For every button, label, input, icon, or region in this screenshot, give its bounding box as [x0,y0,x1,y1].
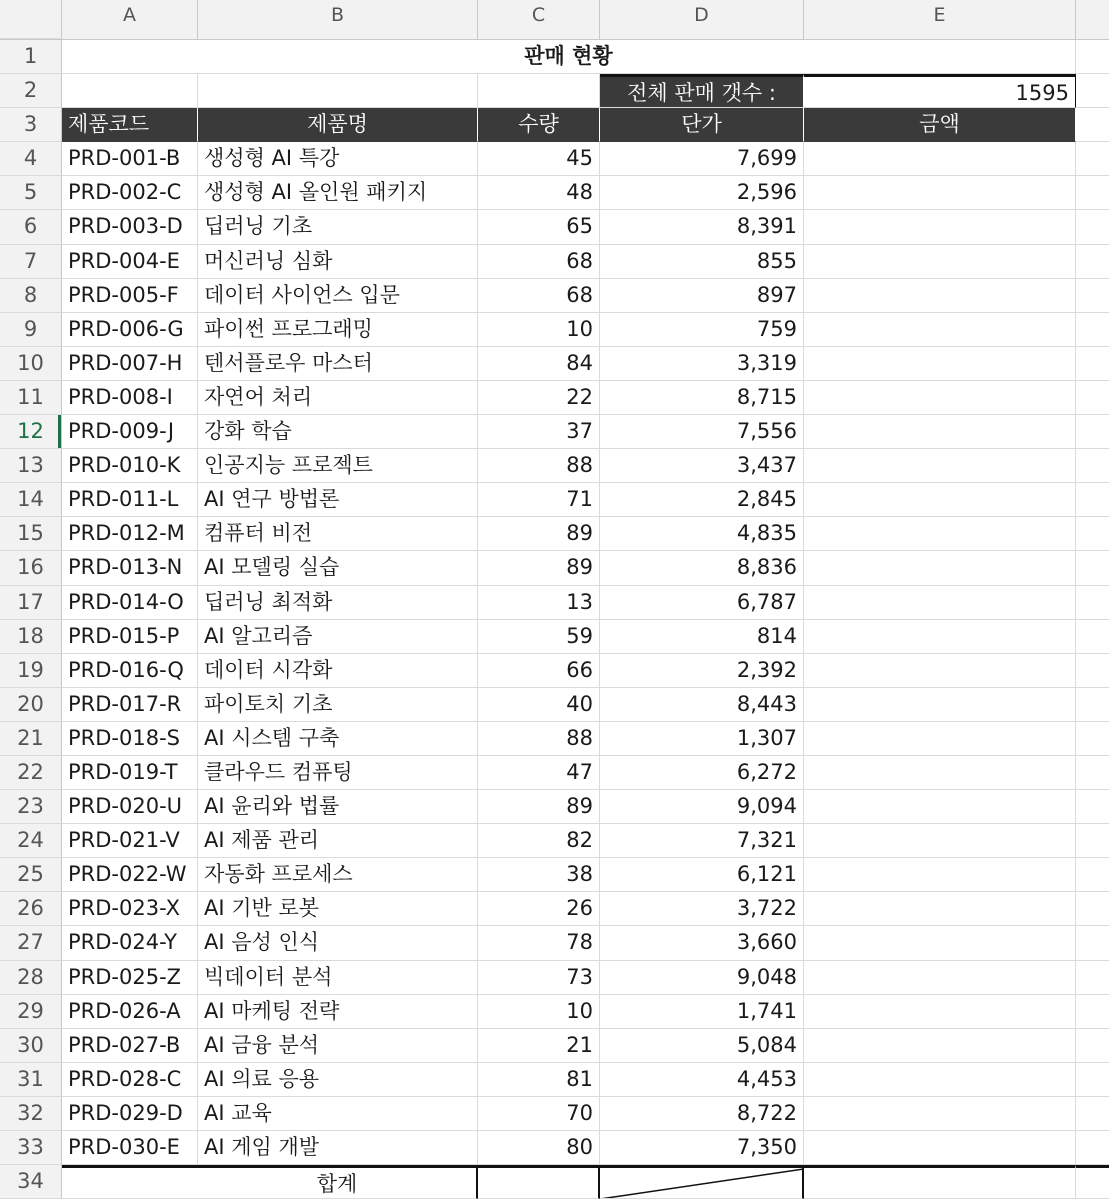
amount-cell[interactable] [804,688,1076,722]
unit-price-cell[interactable]: 8,715 [600,381,804,415]
row-header[interactable]: 10 [0,347,62,381]
product-code-cell[interactable]: PRD-025-Z [62,961,198,995]
select-all-corner[interactable] [0,0,62,39]
product-code-cell[interactable]: PRD-029-D [62,1097,198,1131]
product-name-cell[interactable]: AI 마케팅 전략 [198,995,478,1029]
blank-cell[interactable] [1076,995,1109,1029]
table-row [0,1131,1109,1165]
quantity-cell[interactable]: 45 [478,142,600,176]
product-name-cell[interactable]: AI 음성 인식 [198,926,478,960]
row-header[interactable]: 3 [0,108,62,142]
product-name-cell[interactable]: AI 제품 관리 [198,824,478,858]
header-product-code[interactable]: 제품코드 [62,108,198,142]
amount-cell[interactable] [804,210,1076,244]
quantity-cell[interactable]: 88 [478,449,600,483]
product-code-cell[interactable]: PRD-023-X [62,892,198,926]
product-code-cell[interactable]: PRD-005-F [62,279,198,313]
amount-cell[interactable] [804,961,1076,995]
product-name-cell[interactable]: 딥러닝 기초 [198,210,478,244]
amount-cell[interactable] [804,654,1076,688]
product-name-cell[interactable]: 생성형 AI 올인원 패키지 [198,176,478,210]
amount-cell[interactable] [804,858,1076,892]
amount-cell[interactable] [804,483,1076,517]
product-code-cell[interactable]: PRD-009-J [62,415,198,449]
table-row [0,1029,1109,1063]
unit-price-cell[interactable]: 1,741 [600,995,804,1029]
sheet-row-2 [0,74,1109,108]
blank-cell[interactable] [1076,926,1109,960]
table-row [0,892,1109,926]
unit-price-cell[interactable]: 2,845 [600,483,804,517]
unit-price-cell[interactable]: 3,437 [600,449,804,483]
table-row [0,654,1109,688]
cell-c2[interactable] [478,74,600,108]
product-name-cell[interactable]: 자동화 프로세스 [198,858,478,892]
amount-cell[interactable] [804,790,1076,824]
product-code-cell[interactable]: PRD-006-G [62,313,198,347]
column-header-c[interactable]: C [478,0,600,39]
product-name-cell[interactable]: AI 교육 [198,1097,478,1131]
quantity-cell[interactable]: 37 [478,415,600,449]
blank-cell[interactable] [1076,892,1109,926]
amount-cell[interactable] [804,142,1076,176]
amount-cell[interactable] [804,551,1076,585]
row-header[interactable]: 18 [0,620,62,654]
row-header[interactable]: 31 [0,1063,62,1097]
row-header[interactable]: 7 [0,245,62,279]
amount-cell[interactable] [804,381,1076,415]
unit-price-cell[interactable]: 5,084 [600,1029,804,1063]
header-quantity[interactable]: 수량 [478,108,600,142]
column-header-e[interactable]: E [804,0,1076,39]
amount-cell[interactable] [804,517,1076,551]
table-row [0,551,1109,585]
product-code-cell[interactable]: PRD-011-L [62,483,198,517]
product-name-cell[interactable]: 파이토치 기초 [198,688,478,722]
unit-price-cell[interactable]: 4,835 [600,517,804,551]
row-header[interactable]: 28 [0,961,62,995]
product-code-cell[interactable]: PRD-013-N [62,551,198,585]
header-unit-price[interactable]: 단가 [600,108,804,142]
product-name-cell[interactable]: AI 기반 로봇 [198,892,478,926]
table-row [0,142,1109,176]
quantity-cell[interactable]: 89 [478,551,600,585]
blank-cell[interactable] [1076,1165,1109,1199]
quantity-cell[interactable]: 82 [478,824,600,858]
quantity-cell[interactable]: 89 [478,517,600,551]
sheet-title-cell[interactable]: 판매 현황 [62,40,1076,74]
cell-a34[interactable] [62,1165,198,1199]
amount-cell[interactable] [804,995,1076,1029]
row-header[interactable]: 15 [0,517,62,551]
quantity-cell[interactable]: 13 [478,586,600,620]
sheet-row-1 [0,40,1109,74]
product-name-cell[interactable]: AI 모델링 실습 [198,551,478,585]
sum-quantity-cell[interactable] [478,1165,600,1199]
row-header[interactable]: 19 [0,654,62,688]
row-header[interactable]: 25 [0,858,62,892]
product-code-cell[interactable]: PRD-001-B [62,142,198,176]
product-name-cell[interactable]: 텐서플로우 마스터 [198,347,478,381]
sheet-row-34 [0,1165,1109,1199]
product-code-cell[interactable]: PRD-027-B [62,1029,198,1063]
product-code-cell[interactable]: PRD-018-S [62,722,198,756]
table-row [0,961,1109,995]
unit-price-cell[interactable]: 814 [600,620,804,654]
data-rows [0,142,1109,1165]
amount-cell[interactable] [804,926,1076,960]
amount-cell[interactable] [804,415,1076,449]
unit-price-cell[interactable]: 855 [600,245,804,279]
product-code-cell[interactable]: PRD-010-K [62,449,198,483]
quantity-cell[interactable]: 47 [478,756,600,790]
row-header[interactable]: 21 [0,722,62,756]
blank-cell[interactable] [1076,858,1109,892]
amount-cell[interactable] [804,892,1076,926]
quantity-cell[interactable]: 22 [478,381,600,415]
product-name-cell[interactable]: AI 윤리와 법률 [198,790,478,824]
total-count-label[interactable]: 전체 판매 갯수 : [600,74,804,108]
table-row [0,1063,1109,1097]
amount-cell[interactable] [804,347,1076,381]
unit-price-cell[interactable]: 8,836 [600,551,804,585]
product-name-cell[interactable]: 빅데이터 분석 [198,961,478,995]
amount-cell[interactable] [804,1131,1076,1165]
table-row [0,722,1109,756]
unit-price-cell[interactable]: 9,048 [600,961,804,995]
blank-cell[interactable] [1076,210,1109,244]
quantity-cell[interactable]: 68 [478,279,600,313]
product-name-cell[interactable]: 생성형 AI 특강 [198,142,478,176]
table-row [0,279,1109,313]
blank-cell[interactable] [1076,1097,1109,1131]
product-name-cell[interactable]: AI 의료 응용 [198,1063,478,1097]
quantity-cell[interactable]: 10 [478,313,600,347]
table-row [0,995,1109,1029]
cell-a2[interactable] [62,74,198,108]
quantity-cell[interactable]: 88 [478,722,600,756]
product-code-cell[interactable]: PRD-012-M [62,517,198,551]
quantity-cell[interactable]: 68 [478,245,600,279]
blank-cell[interactable] [1076,551,1109,585]
product-name-cell[interactable]: 데이터 사이언스 입문 [198,279,478,313]
quantity-cell[interactable]: 81 [478,1063,600,1097]
row-header[interactable]: 8 [0,279,62,313]
blank-cell[interactable] [1076,415,1109,449]
unit-price-cell[interactable]: 3,660 [600,926,804,960]
unit-price-cell[interactable]: 2,392 [600,654,804,688]
row-header[interactable]: 30 [0,1029,62,1063]
product-code-cell[interactable]: PRD-017-R [62,688,198,722]
blank-cell[interactable] [1076,517,1109,551]
table-row [0,926,1109,960]
quantity-cell[interactable]: 65 [478,210,600,244]
amount-cell[interactable] [804,279,1076,313]
blank-cell[interactable] [1076,108,1109,142]
product-code-cell[interactable]: PRD-002-C [62,176,198,210]
amount-cell[interactable] [804,586,1076,620]
diagonal-line-icon [600,1168,804,1199]
row-header[interactable]: 14 [0,483,62,517]
amount-cell[interactable] [804,313,1076,347]
blank-cell[interactable] [1076,381,1109,415]
unit-price-cell[interactable]: 897 [600,279,804,313]
cell-b2[interactable] [198,74,478,108]
column-header-blank [1076,0,1109,39]
table-row [0,586,1109,620]
product-code-cell[interactable]: PRD-016-Q [62,654,198,688]
unit-price-cell[interactable]: 1,307 [600,722,804,756]
product-name-cell[interactable]: 딥러닝 최적화 [198,586,478,620]
row-header[interactable]: 2 [0,74,62,108]
quantity-cell[interactable]: 66 [478,654,600,688]
row-header[interactable]: 16 [0,551,62,585]
product-code-cell[interactable]: PRD-030-E [62,1131,198,1165]
product-code-cell[interactable]: PRD-014-O [62,586,198,620]
product-name-cell[interactable]: 데이터 시각화 [198,654,478,688]
blank-cell[interactable] [1076,961,1109,995]
unit-price-cell[interactable]: 7,350 [600,1131,804,1165]
column-header-b[interactable]: B [198,0,478,39]
table-row [0,756,1109,790]
quantity-cell[interactable]: 48 [478,176,600,210]
blank-cell[interactable] [1076,74,1109,108]
table-row [0,381,1109,415]
row-header[interactable]: 9 [0,313,62,347]
quantity-cell[interactable]: 21 [478,1029,600,1063]
blank-cell[interactable] [1076,790,1109,824]
product-name-cell[interactable]: AI 게임 개발 [198,1131,478,1165]
sum-label-cell[interactable]: 합계 [198,1165,478,1199]
blank-cell[interactable] [1076,1131,1109,1165]
row-header[interactable]: 33 [0,1131,62,1165]
unit-price-cell[interactable]: 7,699 [600,142,804,176]
table-row [0,688,1109,722]
product-name-cell[interactable]: 파이썬 프로그래밍 [198,313,478,347]
table-row [0,517,1109,551]
amount-cell[interactable] [804,176,1076,210]
row-header[interactable]: 5 [0,176,62,210]
amount-cell[interactable] [804,1029,1076,1063]
product-name-cell[interactable]: AI 금융 분석 [198,1029,478,1063]
unit-price-cell[interactable]: 8,391 [600,210,804,244]
blank-cell[interactable] [1076,449,1109,483]
quantity-cell[interactable]: 89 [478,790,600,824]
blank-cell[interactable] [1076,313,1109,347]
amount-cell[interactable] [804,245,1076,279]
product-code-cell[interactable]: PRD-022-W [62,858,198,892]
table-row [0,790,1109,824]
row-header[interactable]: 26 [0,892,62,926]
row-header[interactable]: 27 [0,926,62,960]
blank-cell[interactable] [1076,688,1109,722]
product-code-cell[interactable]: PRD-003-D [62,210,198,244]
unit-price-cell[interactable]: 8,722 [600,1097,804,1131]
total-count-value[interactable]: 1595 [804,74,1076,108]
blank-cell[interactable] [1076,756,1109,790]
product-code-cell[interactable]: PRD-004-E [62,245,198,279]
table-row [0,210,1109,244]
unit-price-cell[interactable]: 2,596 [600,176,804,210]
header-amount[interactable]: 금액 [804,108,1076,142]
amount-cell[interactable] [804,1063,1076,1097]
row-header[interactable]: 20 [0,688,62,722]
product-name-cell[interactable]: 컴퓨터 비전 [198,517,478,551]
product-code-cell[interactable]: PRD-021-V [62,824,198,858]
unit-price-cell[interactable]: 6,787 [600,586,804,620]
unit-price-cell[interactable]: 9,094 [600,790,804,824]
row-header[interactable]: 11 [0,381,62,415]
quantity-cell[interactable]: 78 [478,926,600,960]
column-header-row [0,0,1109,40]
product-code-cell[interactable]: PRD-024-Y [62,926,198,960]
product-code-cell[interactable]: PRD-019-T [62,756,198,790]
product-name-cell[interactable]: 자연어 처리 [198,381,478,415]
row-header[interactable]: 17 [0,586,62,620]
unit-price-cell[interactable]: 4,453 [600,1063,804,1097]
table-row [0,176,1109,210]
quantity-cell[interactable]: 73 [478,961,600,995]
unit-price-cell[interactable]: 759 [600,313,804,347]
table-row [0,858,1109,892]
table-row [0,1097,1109,1131]
amount-cell[interactable] [804,722,1076,756]
row-header[interactable]: 32 [0,1097,62,1131]
row-header[interactable]: 22 [0,756,62,790]
product-name-cell[interactable]: AI 시스템 구축 [198,722,478,756]
quantity-cell[interactable]: 40 [478,688,600,722]
row-header[interactable]: 23 [0,790,62,824]
row-header[interactable]: 29 [0,995,62,1029]
table-row [0,313,1109,347]
quantity-cell[interactable]: 59 [478,620,600,654]
unit-price-cell[interactable]: 3,319 [600,347,804,381]
sheet-row-3 [0,108,1109,142]
row-header[interactable]: 13 [0,449,62,483]
blank-cell[interactable] [1076,279,1109,313]
blank-cell[interactable] [1076,245,1109,279]
product-name-cell[interactable]: 강화 학습 [198,415,478,449]
blank-cell[interactable] [1076,347,1109,381]
row-header[interactable]: 34 [0,1165,62,1199]
unit-price-cell[interactable]: 7,321 [600,824,804,858]
quantity-cell[interactable]: 84 [478,347,600,381]
sum-price-cell[interactable] [600,1165,804,1199]
blank-cell[interactable] [1076,586,1109,620]
blank-cell[interactable] [1076,142,1109,176]
product-code-cell[interactable]: PRD-028-C [62,1063,198,1097]
quantity-cell[interactable]: 80 [478,1131,600,1165]
blank-cell[interactable] [1076,176,1109,210]
product-code-cell[interactable]: PRD-015-P [62,620,198,654]
quantity-cell[interactable]: 10 [478,995,600,1029]
blank-cell[interactable] [1076,654,1109,688]
product-code-cell[interactable]: PRD-008-I [62,381,198,415]
unit-price-cell[interactable]: 8,443 [600,688,804,722]
table-row [0,620,1109,654]
quantity-cell[interactable]: 70 [478,1097,600,1131]
table-row [0,347,1109,381]
blank-cell[interactable] [1076,1063,1109,1097]
header-product-name[interactable]: 제품명 [198,108,478,142]
sum-amount-cell[interactable] [804,1165,1076,1199]
row-header[interactable]: 6 [0,210,62,244]
unit-price-cell[interactable]: 7,556 [600,415,804,449]
blank-cell[interactable] [1076,40,1109,74]
table-row [0,824,1109,858]
product-name-cell[interactable]: AI 연구 방법론 [198,483,478,517]
row-header[interactable]: 24 [0,824,62,858]
table-row [0,415,1109,449]
row-header[interactable]: 1 [0,40,62,74]
blank-cell[interactable] [1076,620,1109,654]
unit-price-cell[interactable]: 6,121 [600,858,804,892]
amount-cell[interactable] [804,1097,1076,1131]
unit-price-cell[interactable]: 6,272 [600,756,804,790]
product-name-cell[interactable]: 클라우드 컴퓨팅 [198,756,478,790]
product-name-cell[interactable]: 머신러닝 심화 [198,245,478,279]
product-name-cell[interactable]: 인공지능 프로젝트 [198,449,478,483]
quantity-cell[interactable]: 71 [478,483,600,517]
blank-cell[interactable] [1076,722,1109,756]
row-header[interactable]: 4 [0,142,62,176]
amount-cell[interactable] [804,620,1076,654]
amount-cell[interactable] [804,449,1076,483]
amount-cell[interactable] [804,756,1076,790]
column-header-d[interactable]: D [600,0,804,39]
product-name-cell[interactable]: AI 알고리즘 [198,620,478,654]
product-code-cell[interactable]: PRD-007-H [62,347,198,381]
column-header-a[interactable]: A [62,0,198,39]
quantity-cell[interactable]: 38 [478,858,600,892]
product-code-cell[interactable]: PRD-026-A [62,995,198,1029]
amount-cell[interactable] [804,824,1076,858]
table-row [0,483,1109,517]
blank-cell[interactable] [1076,483,1109,517]
table-row [0,245,1109,279]
blank-cell[interactable] [1076,824,1109,858]
product-code-cell[interactable]: PRD-020-U [62,790,198,824]
row-header[interactable]: 12 [0,415,62,449]
blank-cell[interactable] [1076,1029,1109,1063]
unit-price-cell[interactable]: 3,722 [600,892,804,926]
table-row [0,449,1109,483]
quantity-cell[interactable]: 26 [478,892,600,926]
